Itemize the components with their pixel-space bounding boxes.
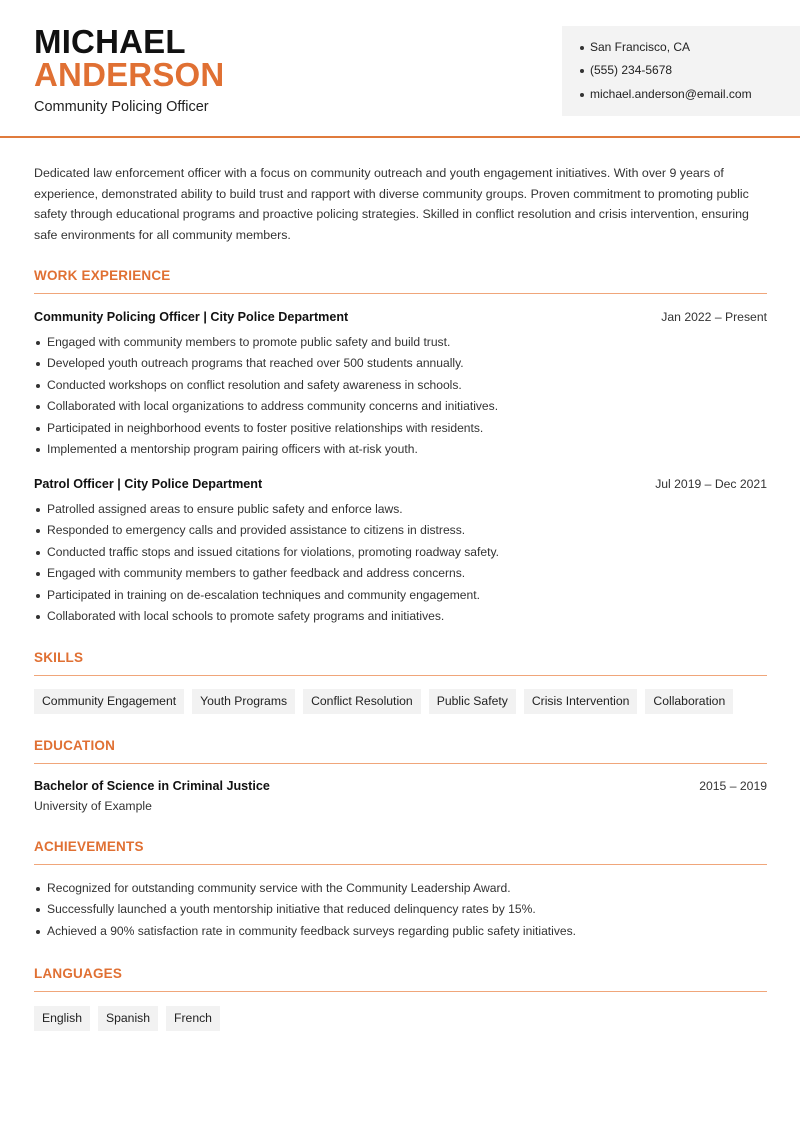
skills-list: [34, 689, 733, 714]
job-title: Community Policing Officer: [34, 99, 209, 115]
list-item: Achieved a 90% satisfaction rate in community feedback surveys regarding public safety initiatives.: [34, 921, 767, 942]
resume-header: [0, 0, 800, 138]
achievements-list: [34, 878, 767, 942]
list-item: Participated in training on de-escalation techniques and community engagement.: [34, 585, 767, 606]
list-item: Recognized for outstanding community service with the Community Leadership Award.: [34, 878, 767, 899]
list-item: Patrolled assigned areas to ensure public safety and enforce laws.: [34, 499, 767, 520]
achievements-heading: ACHIEVEMENTS: [34, 839, 767, 865]
first-name: MICHAEL: [34, 23, 186, 60]
job-entry-header: [34, 477, 767, 491]
job-role: Community Policing Officer | City Police Department: [34, 310, 349, 324]
education-dates: 2015 – 2019: [699, 779, 767, 793]
contact-phone: (555) 234-5678: [590, 63, 673, 77]
contact-location: San Francisco, CA: [590, 40, 691, 54]
language-tag: French: [166, 1006, 220, 1031]
skill-tag: Conflict Resolution: [303, 689, 421, 714]
last-name: ANDERSON: [34, 56, 225, 93]
list-item: Responded to emergency calls and provided assistance to citizens in distress.: [34, 520, 767, 541]
job-entry-header: [34, 310, 767, 324]
skill-tag: Collaboration: [645, 689, 733, 714]
job-dates: Jan 2022 – Present: [661, 310, 767, 324]
list-item: Conducted workshops on conflict resolution and safety awareness in schools.: [34, 375, 767, 396]
list-item: Collaborated with local schools to promote safety programs and initiatives.: [34, 606, 767, 627]
language-tag: Spanish: [98, 1006, 158, 1031]
list-item: Conducted traffic stops and issued citations for violations, promoting roadway safety.: [34, 542, 767, 563]
work-experience-heading: WORK EXPERIENCE: [34, 268, 767, 294]
education-heading: EDUCATION: [34, 738, 767, 764]
summary-paragraph: Dedicated law enforcement officer with a focus on community outreach and youth engagement initiatives. With over 9 years of experience, demonstrated ability to build trust and rapport with diverse community groups. Proven commitment to promoting public safety through educational programs and proactive policing strategies. Skilled in conflict resolution and crisis intervention, ensuring safe environments for all community members.: [34, 166, 749, 242]
job-bullet-list: [34, 499, 767, 627]
skill-tag: Youth Programs: [192, 689, 295, 714]
languages-heading: LANGUAGES: [34, 966, 767, 992]
contact-email[interactable]: michael.anderson@email.com: [590, 87, 752, 101]
list-item: Implemented a mentorship program pairing officers with at-risk youth.: [34, 439, 767, 460]
list-item: Developed youth outreach programs that reached over 500 students annually.: [34, 353, 767, 374]
education-school: University of Example: [34, 799, 152, 813]
contact-box: [562, 26, 800, 116]
job-bullet-list: [34, 332, 767, 460]
languages-list: [34, 1006, 220, 1031]
skill-tag: Community Engagement: [34, 689, 184, 714]
job-role: Patrol Officer | City Police Department: [34, 477, 263, 491]
education-degree: Bachelor of Science in Criminal Justice: [34, 779, 270, 793]
list-item: Engaged with community members to gather feedback and address concerns.: [34, 563, 767, 584]
list-item: Collaborated with local organizations to address community concerns and initiatives.: [34, 396, 767, 417]
skills-heading: SKILLS: [34, 650, 767, 676]
list-item: Participated in neighborhood events to foster positive relationships with residents.: [34, 418, 767, 439]
job-dates: Jul 2019 – Dec 2021: [655, 477, 767, 491]
language-tag: English: [34, 1006, 90, 1031]
list-item: Successfully launched a youth mentorship initiative that reduced delinquency rates by 15%.: [34, 899, 767, 920]
skill-tag: Crisis Intervention: [524, 689, 638, 714]
list-item: Engaged with community members to promote public safety and build trust.: [34, 332, 767, 353]
skill-tag: Public Safety: [429, 689, 516, 714]
